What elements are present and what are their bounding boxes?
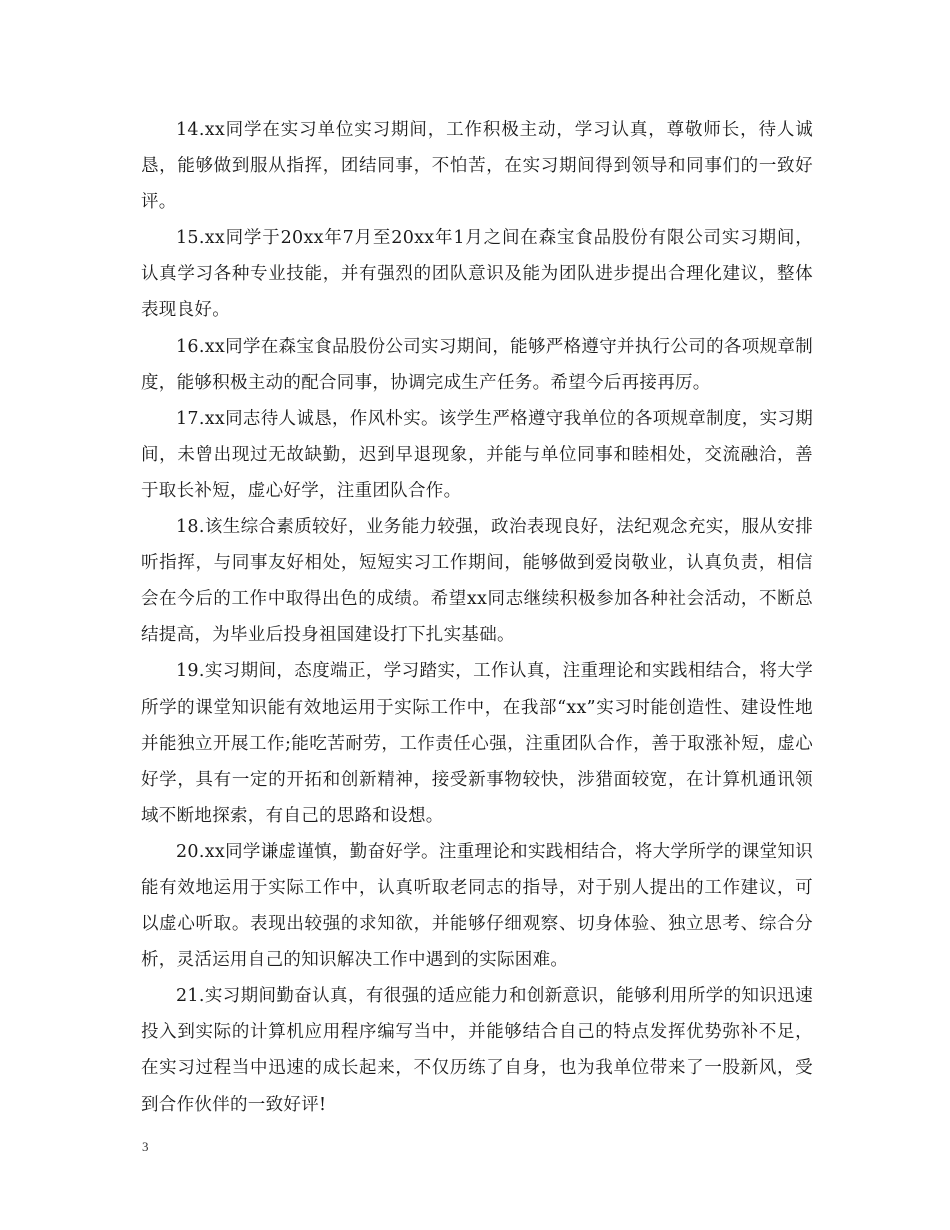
- paragraph-15: 15.xx同学于20xx年7月至20xx年1月之间在森宝食品股份有限公司实习期间，认真学习各种专业技能，并有强烈的团队意识及能为团队进步提出合理化建议，整体表现良好。: [141, 228, 813, 321]
- page-number: 3: [142, 1139, 149, 1154]
- paragraph-20: 20.xx同学谦虚谨慎，勤奋好学。注重理论和实践相结合，将大学所学的课堂知识能有效地运用于实际工作中，认真听取老同志的指导，对于别人提出的工作建议，可以虚心听取。表现出较强的求知欲，并能够仔细观察、切身体验、独立思考、综合分析，灵活运用自己的知识解决工作中遇到的实际困难。: [141, 841, 813, 971]
- paragraph-17: 17.xx同志待人诚恳，作风朴实。该学生严格遵守我单位的各项规章制度，实习期间，未曾出现过无故缺勤，迟到早退现象，并能与单位同事和睦相处，交流融洽，善于取长补短，虚心好学，注重团队合作。: [141, 408, 813, 501]
- paragraph-18: 18.该生综合素质较好，业务能力较强，政治表现良好，法纪观念充实，服从安排听指挥，与同事友好相处，短短实习工作期间，能够做到爱岗敬业，认真负责，相信会在今后的工作中取得出色的成绩。希望xx同志继续积极参加各种社会活动，不断总结提高，为毕业后投身祖国建设打下扎实基础。: [141, 517, 813, 646]
- document-body: [141, 112, 813, 1123]
- paragraph-21: 21.实习期间勤奋认真，有很强的适应能力和创新意识，能够利用所学的知识迅速投入到实际的计算机应用程序编写当中，并能够结合自己的特点发挥优势弥补不足，在实习过程当中迅速的成长起来，不仅历练了自身，也为我单位带来了一股新风，受到合作伙伴的一致好评!: [141, 986, 813, 1115]
- paragraph-16: 16.xx同学在森宝食品股份公司实习期间，能够严格遵守并执行公司的各项规章制度，能够积极主动的配合同事，协调完成生产任务。希望今后再接再厉。: [141, 336, 813, 393]
- paragraph-14: 14.xx同学在实习单位实习期间，工作积极主动，学习认真，尊敬师长，待人诚恳，能够做到服从指挥，团结同事，不怕苦，在实习期间得到领导和同事们的一致好评。: [141, 120, 813, 213]
- paragraph-19: 19.实习期间，态度端正，学习踏实，工作认真，注重理论和实践相结合，将大学所学的课堂知识能有效地运用于实际工作中，在我部“xx”实习时能创造性、建设性地并能独立开展工作;能吃苦耐劳，工作责任心强，注重团队合作，善于取涨补短，虚心好学，具有一定的开拓和创新精神，接受新事物较快，涉猎面较宽，在计算机通讯领域不断地探索，有自己的思路和设想。: [141, 661, 813, 826]
